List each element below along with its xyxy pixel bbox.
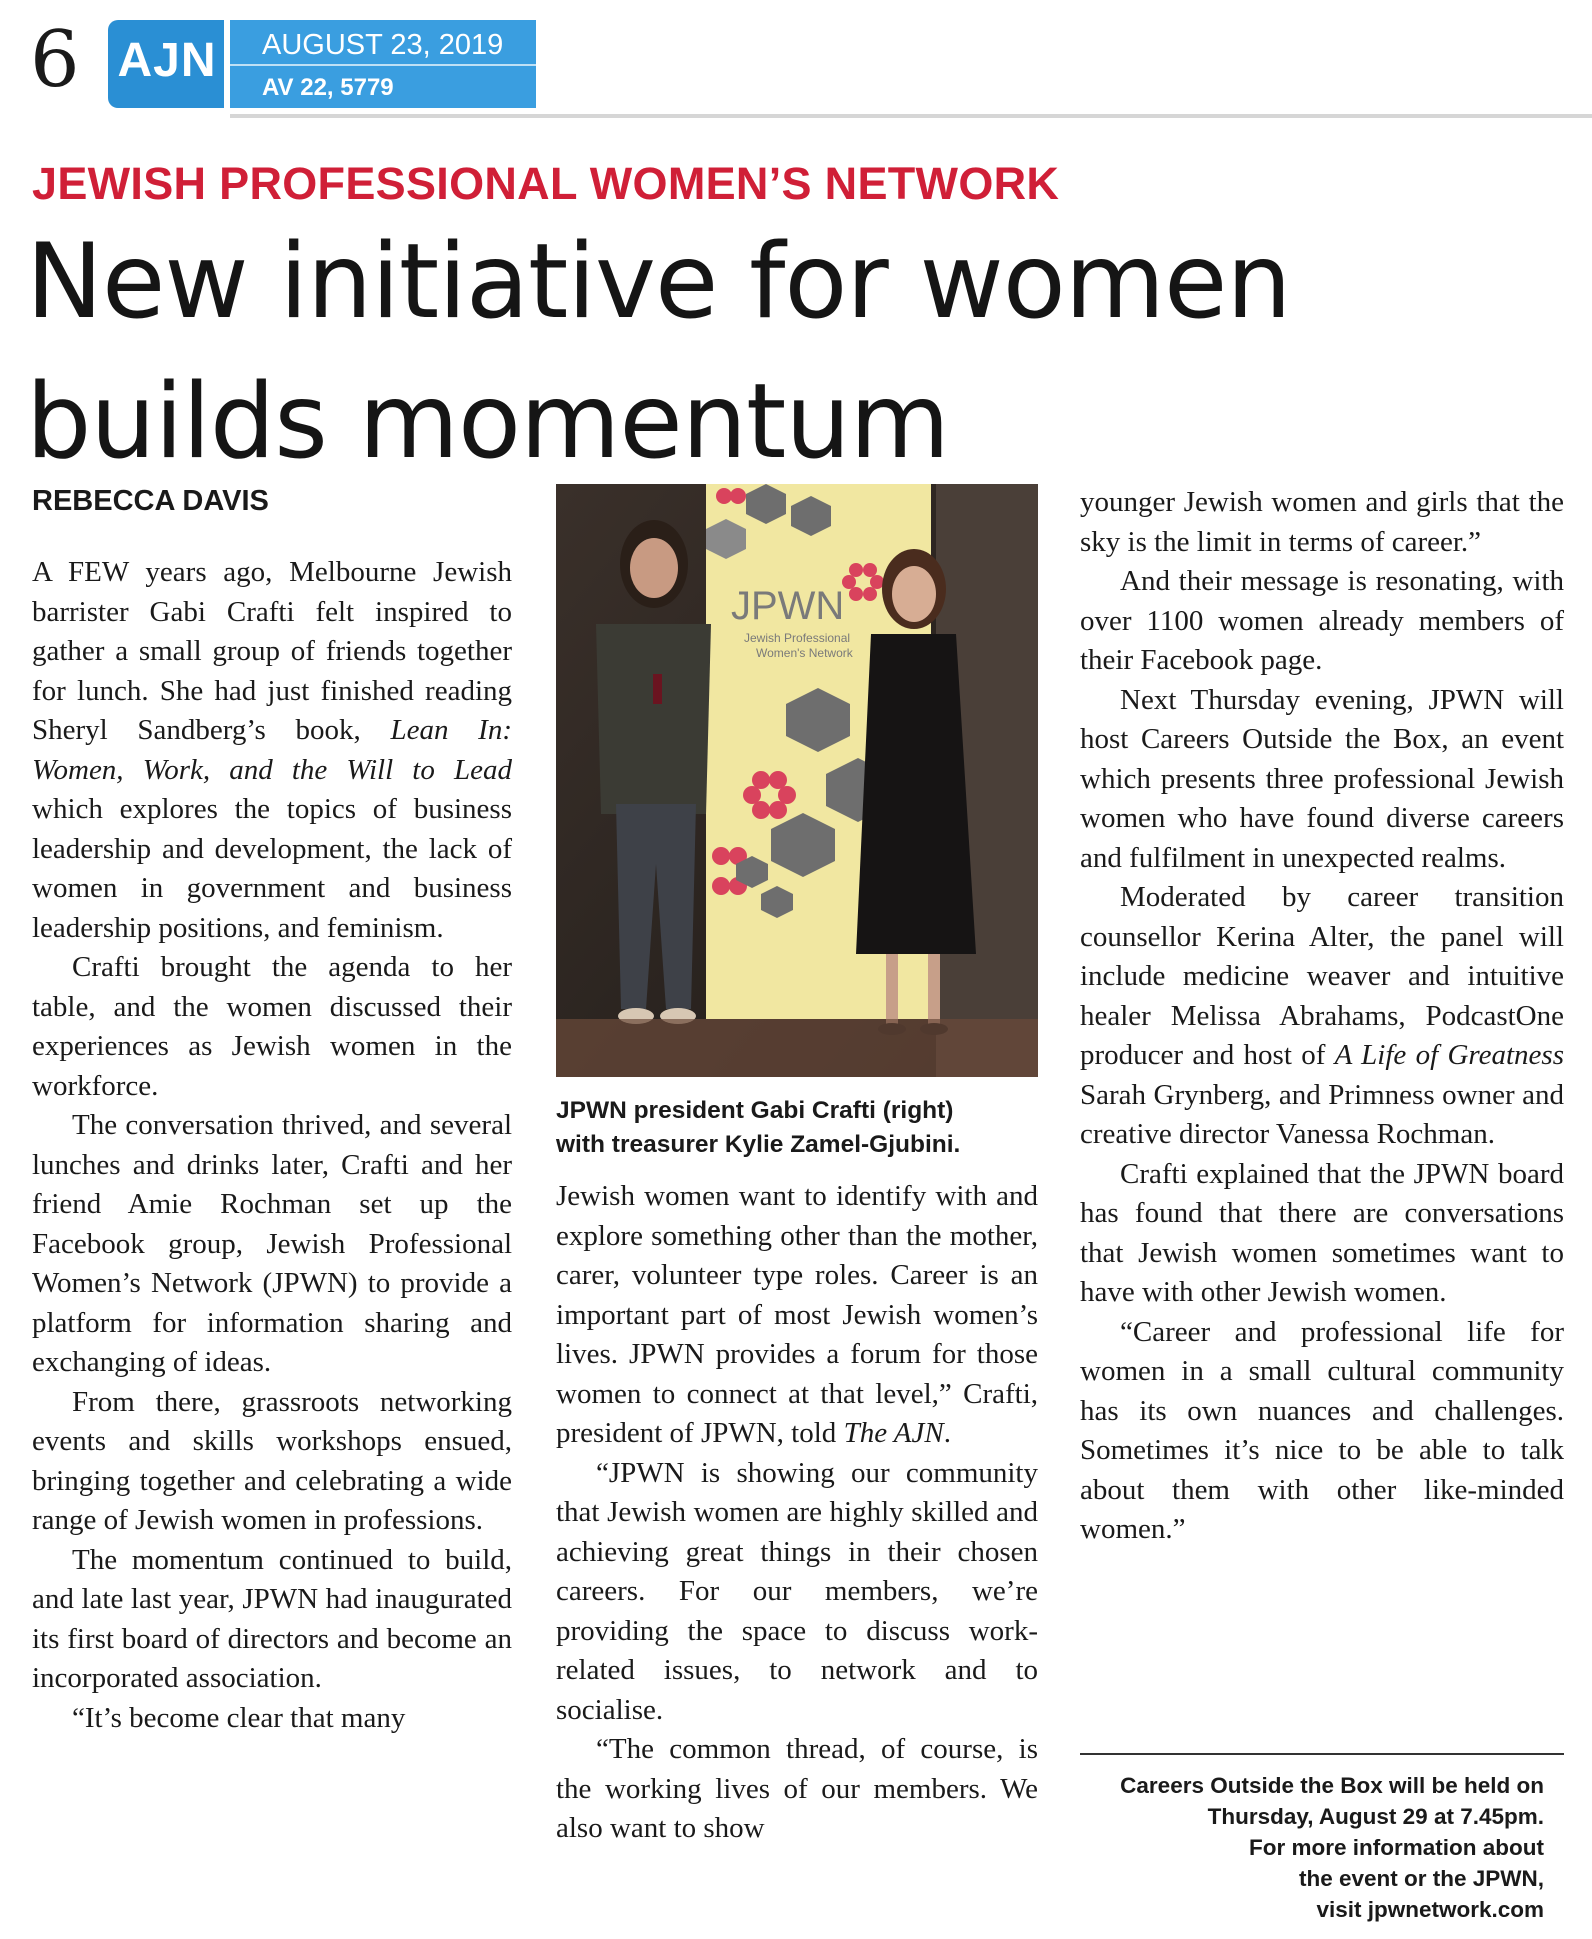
banner-title: JPWN: [731, 584, 845, 628]
paragraph: Next Thursday evening, JPWN will host Careers Outside the Box, an event which presents three professional Jewish women who have found diverse careers and fulfilment in unexpected realms.: [1080, 683, 1564, 874]
banner-subtitle-2: Women's Network: [756, 646, 853, 660]
article-column-2: [556, 1177, 1038, 1849]
article-column-1: [32, 553, 512, 1738]
headline-line-2: builds momentum: [26, 362, 950, 482]
paragraph: [1080, 878, 1564, 1155]
masthead-rule: [230, 114, 1592, 118]
caption-line-1: JPWN president Gabi Crafti (right): [556, 1097, 954, 1124]
hebrew-date: AV 22, 5779: [262, 74, 394, 101]
paragraph: Crafti brought the agenda to her table, and the women discussed their experiences as Jewish women in the workforce.: [32, 951, 512, 1102]
issue-date: AUGUST 23, 2019: [262, 29, 504, 61]
text-run: Moderated by career transition counsellor Kerina Alter, the panel will include medicine weaver and intuitive healer Melissa Abrahams, PodcastOne producer and host of: [1080, 881, 1564, 1071]
paragraph: And their message is resonating, with over 1100 women already members of their Facebook page.: [1080, 565, 1564, 676]
headline: [26, 212, 1576, 492]
date-divider: [230, 64, 536, 66]
info-line-3: For more information about: [1249, 1835, 1544, 1860]
info-box-rule: [1080, 1753, 1564, 1755]
photo-illustration: [556, 484, 1038, 1077]
info-line-4: the event or the JPWN,: [1298, 1866, 1544, 1891]
paragraph: “JPWN is showing our community that Jewish women are highly skilled and achieving great things in their chosen careers. For our members, we’re providing the space to discuss work-related issues, to network and to socialise.: [556, 1456, 1038, 1726]
text-run: .: [943, 1417, 951, 1449]
info-line-2: Thursday, August 29 at 7.45pm.: [1207, 1804, 1544, 1829]
paragraph: “It’s become clear that many: [72, 1701, 406, 1734]
text-run: Sarah Grynberg, and Primness owner and creative director Vanessa Rochman.: [1080, 1078, 1564, 1150]
publication-name: The AJN: [843, 1417, 944, 1449]
paragraph: [556, 1177, 1038, 1454]
paragraph: The momentum continued to build, and late last year, JPWN had inaugurated its first board of directors and become an incorporated association.: [32, 1543, 512, 1694]
section-kicker: JEWISH PROFESSIONAL WOMEN’S NETWORK: [32, 158, 1060, 209]
banner-subtitle-1: Jewish Professional: [744, 631, 851, 645]
event-info-box: [1080, 1770, 1544, 1925]
paragraph: From there, grassroots networking events and skills workshops ensued, bringing together and celebrating a wide range of Jewish women in professions.: [32, 1385, 512, 1536]
info-line-1: Careers Outside the Box will be held on: [1120, 1773, 1544, 1798]
paragraph: Crafti explained that the JPWN board has found that there are conversations that Jewish women sometimes want to have with other Jewish women.: [1080, 1157, 1564, 1308]
caption-line-2: with treasurer Kylie Zamel-Gjubini.: [556, 1131, 961, 1158]
photo-caption: [556, 1094, 1038, 1162]
paragraph: “Career and professional life for women in a small cultural community has its own nuances and challenges. Sometimes it’s nice to be able to talk about them with other like-minded women.”: [1080, 1315, 1564, 1545]
brick-floor: [556, 1019, 1038, 1077]
headline-line-1: New initiative for women: [26, 222, 1291, 342]
text-run: which explores the topics of business leadership and development, the lack of women in government and business leadership positions, and feminism.: [32, 793, 512, 944]
paragraph: The conversation thrived, and several lunches and drinks later, Crafti and her friend Amie Rochman set up the Facebook group, Jewish Professional Women’s Network (JPWN) to provide a platform for information sharing and exchanging of ideas.: [32, 1109, 512, 1378]
paragraph: “The common thread, of course, is the working lives of our members. We also want to show: [556, 1733, 1038, 1844]
paragraph: [32, 553, 512, 948]
info-line-5: visit jpwnetwork.com: [1316, 1897, 1544, 1922]
show-title: A Life of Greatness: [1334, 1039, 1564, 1071]
book-title: Lean In: Women, Work, and the Will to Lead: [32, 714, 512, 786]
text-run: years ago, Melbourne Jewish barrister Gabi Crafti felt inspired to gather a small group of friends together for lunch. She had just finished reading Sheryl Sandberg’s book,: [32, 556, 512, 746]
paragraph: younger Jewish women and girls that the sky is the limit in terms of career.”: [1080, 486, 1564, 558]
publication-logo: AJN: [117, 34, 217, 87]
text-run: Jewish women want to identify with and explore something other than the mother, carer, volunteer type roles. Career is an important part of most Jewish women’s lives. JPWN provides a forum for those women to connect at that level,” Crafti, president of JPWN, told: [556, 1180, 1038, 1449]
event-photo: [556, 484, 1038, 1077]
page-number: 6: [30, 15, 80, 105]
article-column-3: [1080, 483, 1564, 1550]
lead-in: A FEW: [32, 556, 129, 588]
byline: REBECCA DAVIS: [32, 485, 269, 517]
